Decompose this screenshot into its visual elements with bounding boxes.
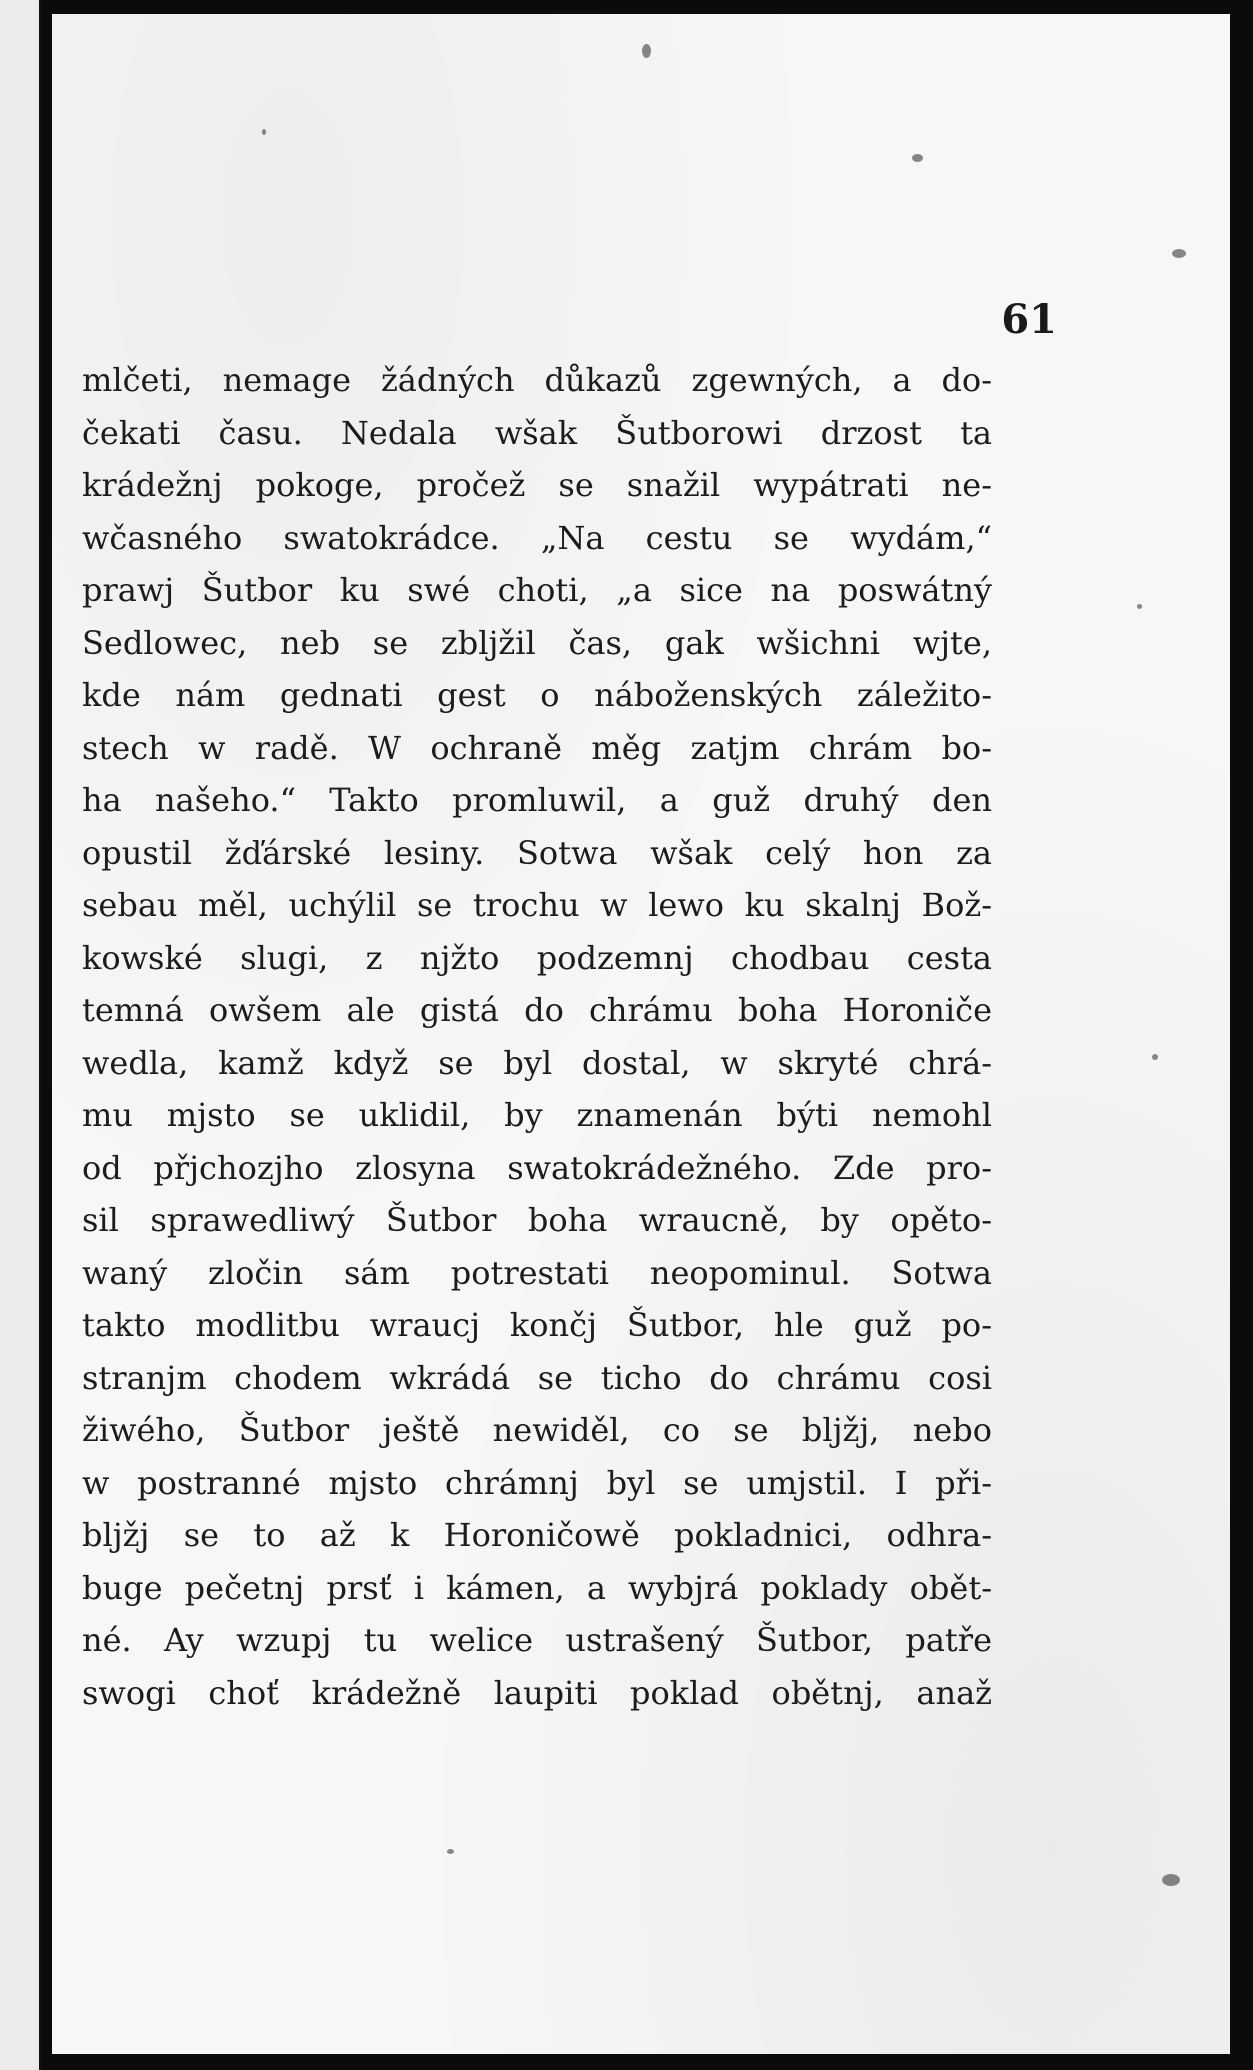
scan-speck [912,154,923,162]
text-line: né. Ay wzupj tu welice ustrašený Šutbor, patře [82,1621,992,1659]
body-text [82,354,992,1719]
text-line: temná owšem ale gistá do chrámu boha Horoniče [82,991,992,1029]
text-line: sil sprawedliwý Šutbor boha wraucně, by opěto- [82,1201,992,1239]
scan-speck [1137,604,1142,609]
text-line: mu mjsto se uklidil, by znamenán býti nemohl [82,1096,992,1134]
text-line: stech w radě. W ochraně měg zatjm chrám bo- [82,728,992,767]
scan-speck [262,129,266,135]
text-line: w postranné mjsto chrámnj byl se umjstil. I při- [82,1463,992,1502]
text-line: bljžj se to až k Horoničowě pokladnici, odhra- [82,1516,992,1554]
text-line: takto modlitbu wraucj končj Šutbor, hle guž po- [82,1306,992,1344]
text-line: kde nám gednati gest o náboženských záležito- [82,676,992,714]
text-line: stranjm chodem wkrádá se ticho do chrámu cosi [82,1358,992,1397]
text-line: čekati času. Nedala wšak Šutborowi drzost ta [82,413,992,452]
text-line: prawj Šutbor ku swé choti, „a sice na poswátný [82,571,992,609]
text-line: kowské slugi, z njžto podzemnj chodbau cesta [82,938,992,977]
scan-speck [447,1849,454,1854]
text-line: Sedlowec, neb se zbljžil čas, gak wšichni wjte, [82,623,992,662]
text-line: sebau měl, uchýlil se trochu w lewo ku skalnj Bož- [82,886,992,924]
scan-speck [1152,1054,1158,1060]
text-line: wčasného swatokrádce. „Na cestu se wydám,“ [82,518,992,557]
text-line: žiwého, Šutbor ještě newiděl, co se bljžj, nebo [82,1411,992,1449]
text-line: wedla, kamž když se byl dostal, w skryté chrá- [82,1043,992,1082]
scan-speck [1172,249,1186,258]
text-line: krádežnj pokoge, pročež se snažil wypátrati ne- [82,466,992,504]
previous-page-edge [0,0,42,2070]
text-line: ha našeho.“ Takto promluwil, a guž druhý den [82,781,992,819]
text-line: mlčeti, nemage žádných důkazů zgewných, a do- [82,361,992,399]
text-line: opustil žďárské lesiny. Sotwa wšak celý hon za [82,833,992,872]
text-line: waný zločin sám potrestati neopominul. Sotwa [82,1253,992,1292]
book-page [52,14,1230,2054]
scan-speck [1162,1874,1180,1886]
scan-speck [642,44,651,58]
text-line: od přjchozjho zlosyna swatokrádežného. Zde pro- [82,1148,992,1187]
text-line: swogi choť krádežně laupiti poklad obětnj, anaž [82,1673,992,1712]
page-number: 61 [1001,296,1057,343]
text-line: buge pečetnj prsť i kámen, a wybjrá poklady obět- [82,1568,992,1607]
